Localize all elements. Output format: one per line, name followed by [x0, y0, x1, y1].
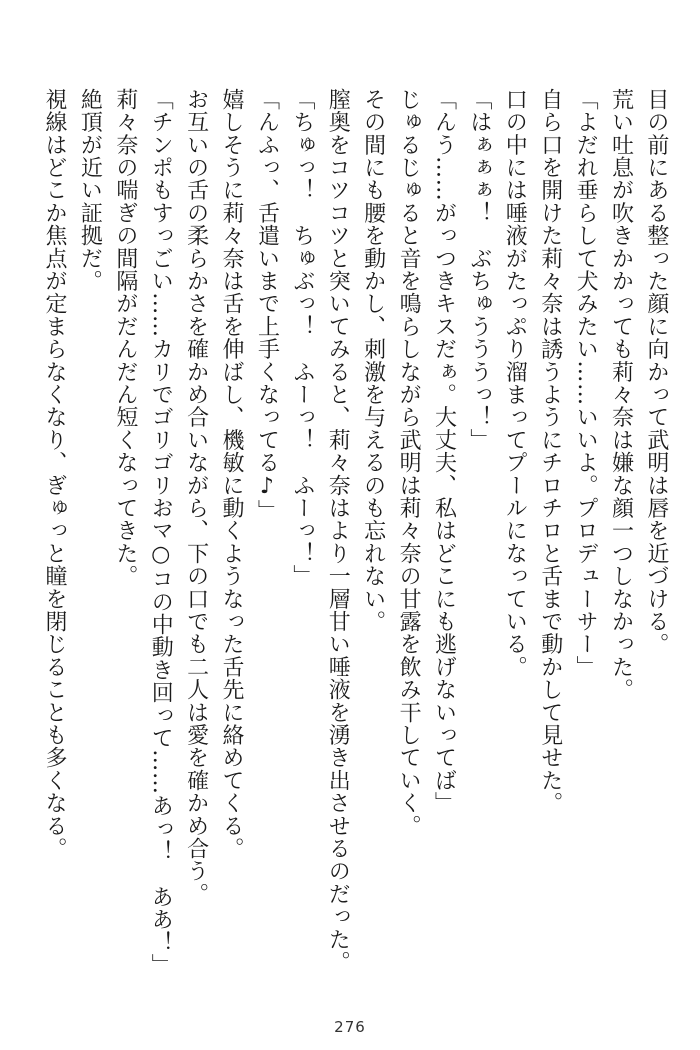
text-column: 絶頂が近い証拠だ。 — [77, 88, 103, 293]
vertical-text-block — [40, 88, 670, 988]
text-column: じゅるじゅると音を鳴らしながら武明は莉々奈の甘露を飲み干していく。 — [396, 88, 422, 838]
text-column: 「ちゅっ！ ちゅぶっ！ ふーっ！ ふーっ！」 — [289, 88, 315, 588]
text-column: 「んう……がっつきキスだぁ。大丈夫、私はどこにも逃げないってば」 — [431, 88, 457, 815]
text-column: 自ら口を開けた莉々奈は誘うようにチロチロと舌まで動かして見せた。 — [537, 88, 563, 815]
text-column: 視線はどこか焦点が定まらなくなり、ぎゅっと瞳を閉じることも多くなる。 — [42, 88, 67, 860]
text-column: 莉々奈の喘ぎの間隔がだんだん短くなってきた。 — [112, 88, 138, 588]
text-column: お互いの舌の柔らかさを確かめ合いながら、下の口でも二人は愛を確かめ合う。 — [183, 88, 209, 906]
text-column: 「よだれ垂らして犬みたい……いいよ。プロデューサー」 — [573, 88, 599, 679]
text-column: 「はぁぁぁ！ ぶちゅうううっ！」 — [466, 88, 492, 452]
page-number: 276 — [334, 1018, 366, 1036]
text-column: 荒い吐息が吹きかかっても莉々奈は嫌な顔一つしなかった。 — [608, 88, 634, 701]
text-column: 膣奥をコツコツと突いてみると、莉々奈はより一層甘い唾液を湧き出させるのだった。 — [325, 88, 351, 974]
text-column: 「んふっ、舌遣いまで上手くなってる♪」 — [254, 88, 280, 523]
text-column: その間にも腰を動かし、刺激を与えるのも忘れない。 — [360, 88, 386, 633]
text-column: 口の中には唾液がたっぷり溜まってプールになっている。 — [502, 88, 528, 679]
text-column: 嬉しそうに莉々奈は舌を伸ばし、機敏に動くようなった舌先に絡めてくる。 — [219, 88, 245, 860]
text-column: 目の前にある整った顔に向かって武明は唇を近づける。 — [643, 88, 669, 656]
text-column: 「チンポもすっごい……カリでゴリゴリおマ○コの中動き回って……あっ！ ああ！」 — [148, 88, 174, 977]
